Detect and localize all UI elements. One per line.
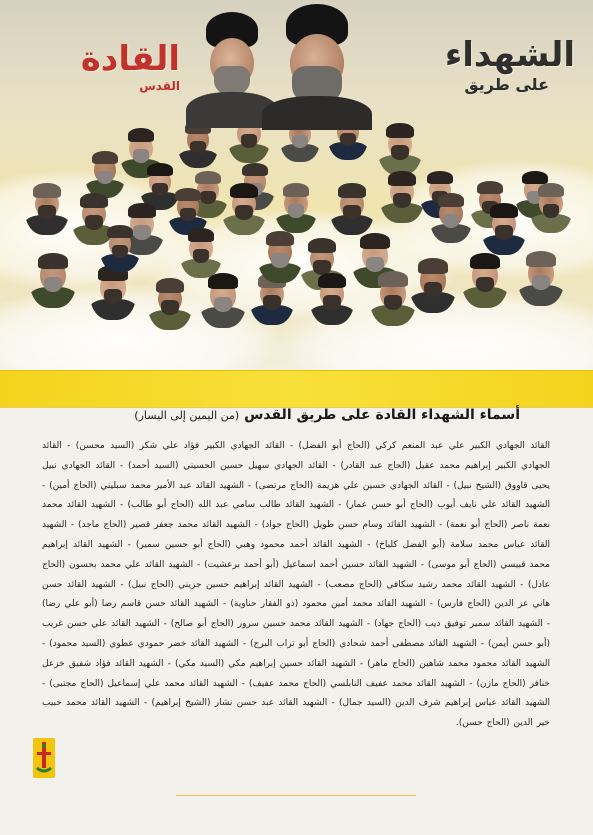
martyr-portrait (200, 270, 246, 328)
names-heading (60, 402, 520, 428)
martyr-portrait (378, 120, 422, 175)
party-logo-icon (33, 738, 55, 778)
martyr-portrait (530, 180, 572, 233)
title-right-sub: على طريق (464, 75, 549, 94)
martyr-portrait (30, 250, 76, 308)
martyr-portrait (430, 190, 472, 243)
names-heading-title: أسماء الشهداء القادة على طريق القدس (244, 407, 520, 423)
leader-portrait-center (262, 0, 372, 130)
title-left (40, 40, 180, 94)
martyr-portrait (370, 268, 416, 326)
names-list-paragraph: القائد الجهادي الكبير علي عبد المنعم كركي (الحاج أبو الفضل) - القائد الجهادي الكبير فؤاد علي شكر (السيد محسن) - القائد الجهادي الكبير إبراهيم محمد عقيل (الحاج عبد القادر) - القائد الجهادي سهيل حسين الحسيني (السيد أحمد) - القائد الجهادي نبيل يحيى قاووق (الشيخ نبيل) - القائد الجهادي حسين علي هزيمة (الحاج مرتضى) - الشهيد القائد عبد الأمير محمد سبليني (الحاج أمين) - الشهيد القائد علي نايف أيوب (الحاج أبو حسن عمار) - الشهيد القائد طالب سامي عبد الله (الحاج أبو طالب) - الشهيد القائد محمد نعمة ناصر (الحاج أبو نعمة) - الشهيد القائد وسام حسن طويل (الحاج جواد) - الشهيد القائد محمد جعفر قصير (الحاج ماجد) - الشهيد القائد عباس محمد سلامة (أبو الفضل كلباخ) - الشهيد القائد أحمد محمود وهبي (الحاج أبو حسين سمير) - الشهيد القائد إبراهيم محمد قبيسي (الحاج أبو موسى) - الشهيد القائد حسين أحمد اسماعيل (أبو أحمد برعشيت) - الشهيد القائد علي محمد بحسون (الحاج عادل) - الشهيد القائد محمد رشيد سكافي (الحاج مصعب) - الشهيد القائد إبراهيم حسين جزيني (الحاج نبيل) - الشهيد القائد حسن هاني عز الدين (الحاج فارس) - الشهيد القائد محمد أمين محمود (ذو الفقار حناوية) - الشهيد القائد حسن قاسم رضا (أبو علي رضا) - الشهيد القائد سمير توفيق ديب (الحاج جهاد) - الشهيد القائد محمد حسين سرور (الحاج أبو صالح) - الشهيد القائد علي حسن غريب (أبو حسن أيمن) - الشهيد القائد مصطفى أحمد شحادي (الحاج أبو تراب البرج) - الشهيد القائد خضر حمودي عطوي (السيد محمود) - الشهيد القائد محمود محمد شاهين (الحاج ماهر) - الشهيد القائد حسين إبراهيم مكي (السيد مكي) - الشهيد القائد فؤاد شفيق خزعل خنافر (الحاج مازن) - الشهيد القائد محمد عفيف النابلسي (الحاج محمد عفيف) - الشهيد القائد محمد علي إسماعيل (الحاج مجتبى) - الشهيد القائد عباس إبراهيم شرف الدين (السيد جمال) - الشهيد القائد عبد حسن نشار (الشيخ إبراهيم) - الشهيد القائد محمد حبيب خير الدين (الحاج حسن). (42, 441, 550, 729)
title-left-main: القادة (80, 39, 180, 79)
martyr-portrait (25, 180, 69, 235)
martyr-portrait (310, 270, 354, 325)
footer-divider (176, 795, 416, 796)
title-left-sub: القدس (139, 79, 180, 93)
martyr-portrait (482, 200, 526, 255)
martyr-portrait (180, 225, 222, 278)
names-heading-note: (من اليمين إلى اليسار) (134, 409, 240, 422)
martyr-portrait (518, 248, 564, 306)
title-right (405, 36, 575, 96)
martyr-portrait (380, 168, 424, 223)
martyr-portrait (148, 275, 192, 330)
martyr-portrait (222, 180, 266, 235)
martyr-portrait (410, 255, 456, 313)
martyr-portrait (100, 222, 140, 272)
martyr-portrait (275, 180, 317, 233)
title-right-main: الشهداء (444, 35, 575, 75)
martyrs-collage (0, 0, 593, 372)
martyr-portrait (462, 250, 508, 308)
martyr-portrait (258, 228, 302, 283)
martyr-portrait (330, 180, 374, 235)
